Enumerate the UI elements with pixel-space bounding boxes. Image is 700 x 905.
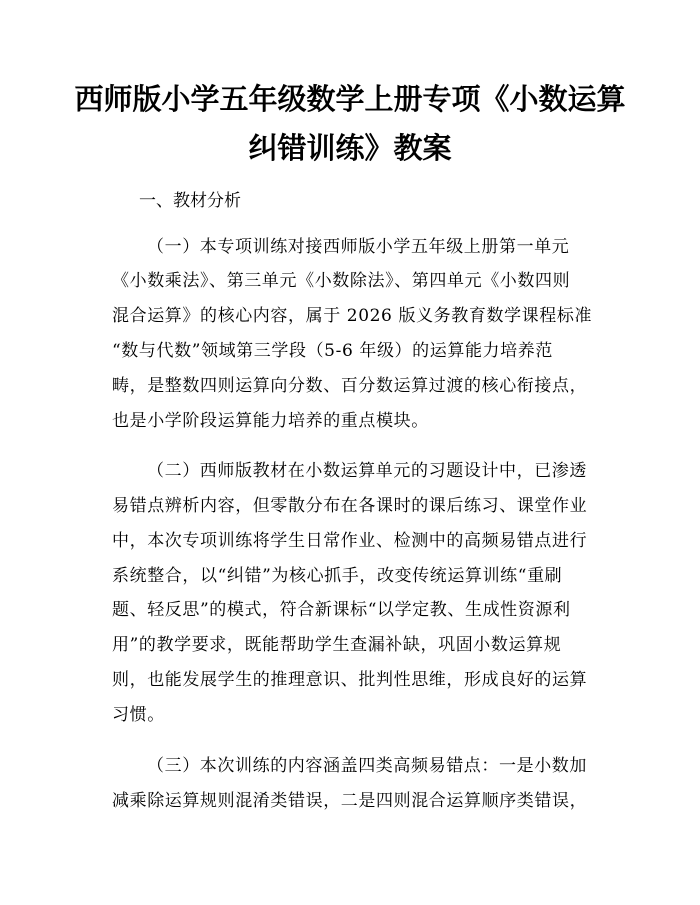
paragraph-1-line: “数与代数”领域第三学段（5-6 年级）的运算能力培养范 xyxy=(112,341,553,361)
paragraph-2-line: 题、轻反思”的模式，符合新课标“以学定教、生成性资源利 xyxy=(112,600,571,620)
paragraph-2-line: 中，本次专项训练将学生日常作业、检测中的高频易错点进行 xyxy=(112,531,588,551)
paragraph-2-line: 用”的教学要求，既能帮助学生查漏补缺，巩固小数运算规 xyxy=(112,635,562,655)
paragraph-2-line: 习惯。 xyxy=(112,705,165,725)
paragraph-3-line: （三）本次训练的内容涵盖四类高频易错点：一是小数加 xyxy=(147,756,587,776)
paragraph-2-line: 系统整合，以“纠错”为核心抓手，改变传统运算训练“重刷 xyxy=(112,566,563,586)
paragraph-1-line: 混合运算》的核心内容，属于 2026 版义务教育数学课程标准 xyxy=(112,306,593,326)
paragraph-3-line: 减乘除运算规则混淆类错误，二是四则混合运算顺序类错误， xyxy=(112,791,588,811)
section-heading: 一、教材分析 xyxy=(139,191,241,211)
paragraph-2-line: （二）西师版教材在小数运算单元的习题设计中，已渗透 xyxy=(147,461,587,481)
paragraph-1-line: 也是小学阶段运算能力培养的重点模块。 xyxy=(112,411,429,431)
paragraph-2-line: 则，也能发展学生的推理意识、批判性思维，形成良好的运算 xyxy=(112,670,588,690)
paragraph-1-line: 畴，是整数四则运算向分数、百分数运算过渡的核心衔接点， xyxy=(112,376,588,396)
paragraph-2-line: 易错点辨析内容，但零散分布在各课时的课后练习、课堂作业 xyxy=(112,496,588,516)
document-title-line-2: 纠错训练》教案 xyxy=(248,131,452,165)
paragraph-1-line: （一）本专项训练对接西师版小学五年级上册第一单元 xyxy=(147,237,570,257)
paragraph-1-line: 《小数乘法》、第三单元《小数除法》、第四单元《小数四则 xyxy=(112,271,571,291)
document-title-line-1: 西师版小学五年级数学上册专项《小数运算 xyxy=(74,82,626,116)
